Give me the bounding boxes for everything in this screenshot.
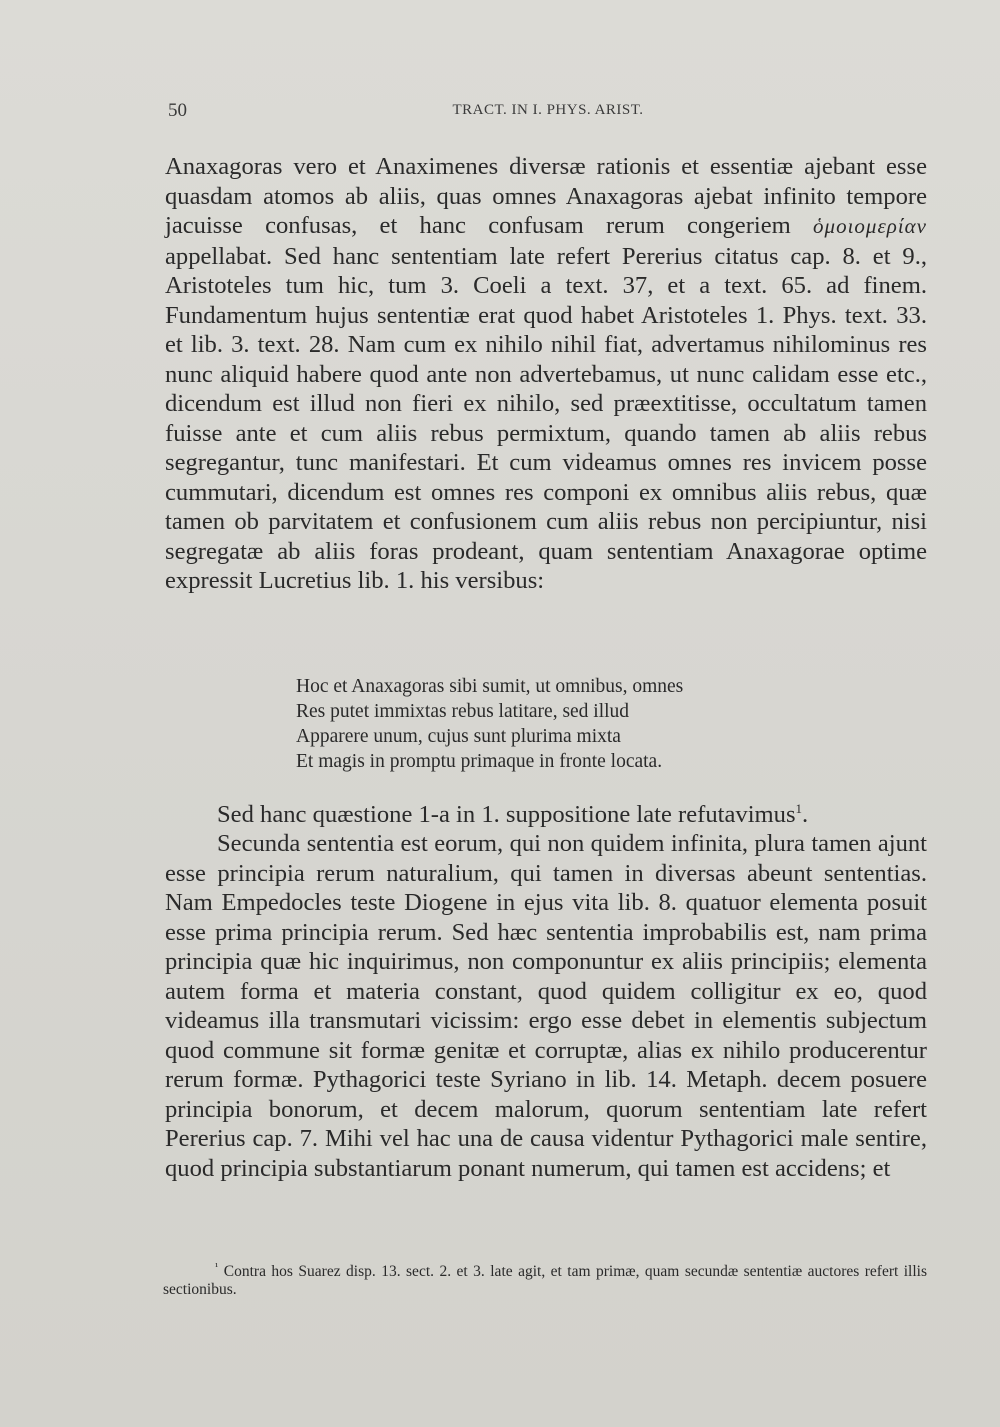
verse-line: Res putet immixtas rebus latitare, sed illud <box>296 701 630 722</box>
footnote-reference: 1 <box>795 800 803 816</box>
page-header <box>168 100 928 130</box>
running-head: TRACT. IN I. PHYS. ARIST. <box>452 102 644 118</box>
footnote-text: Contra hos Suarez disp. 13. sect. 2. et 3. late agit, et tam primæ, quam secundæ sententiæ auctores refert illis sectionibus. <box>163 1263 928 1299</box>
paragraph-anaxagoras <box>165 152 927 596</box>
footnote <box>163 1258 927 1299</box>
verse-line: Apparere unum, cujus sunt plurima mixta <box>296 726 621 747</box>
paragraph-text: appellabat. Sed hanc sententiam late refert Pererius citatus cap. 8. et 9., Aristoteles tum hic, tum 3. Coeli a text. 37, et a text. 65. ad finem. Fundamentum hujus sententiæ erat quod habet Aristoteles 1. Phys. text. 33. et lib. 3. text. 28. Nam cum ex nihilo nihil fiat, advertamus nihilominus res nunc aliquid habere quod ante non advertebamus, ut nunc calidam esse etc., dicendum est illud non fieri ex nihilo, sed præextitisse, occultatum tamen fuisse ante et cum aliis rebus permixtum, quando tamen ab aliis rebus segregantur, tunc manifestari. Et cum videamus omnes res invicem posse cummutari, dicendum est omnes res componi ex omnibus aliis rebus, quæ tamen ob parvitatem et confusionem cum aliis rebus non percipiuntur, nisi segregatæ ab aliis foras prodeant, quam sententiam Anaxagorae optime expressit Lucretius lib. 1. his versibus: <box>165 242 927 594</box>
lucretius-verse <box>296 674 816 774</box>
greek-term: ὁμοιομερίαν <box>813 214 927 238</box>
paragraph-text: . <box>802 801 809 828</box>
paragraph-refutation <box>165 800 927 830</box>
footnote-marker: ¹ <box>215 1261 219 1273</box>
verse-line: Et magis in promptu primaque in fronte locata. <box>296 751 663 772</box>
paragraph-text: Secunda sententia est eorum, qui non quidem infinita, plura tamen ajunt esse principia rerum naturalium, qui tamen in diversas abeunt sententias. Nam Empedocles teste Diogene in ejus vita lib. 8. quatuor elementa posuit esse prima principia rerum. Sed hæc sententia improbabilis est, nam prima principia quæ hic inquirimus, non componuntur ex aliis principiis; elementa autem forma et materia constant, quod quidem colligitur ex eo, quod videamus illa transmutari vicissim: ergo esse debet in elementis subjectum quod commune sit formæ genitæ et corruptæ, alias ex nihilo producerentur rerum formæ. Pythagorici teste Syriano in lib. 14. Metaph. decem posuere principia bonorum, et decem malorum, quorum sententiam late refert Pererius cap. 7. Mihi vel hac una de causa videntur Pythagorici male sentire, quod principia substantiarum ponant numerum, qui tamen est accidens; et <box>165 830 927 1182</box>
paragraph-secunda-sententia <box>165 829 927 1183</box>
paragraph-text: Anaxagoras vero et Anaximenes diversæ rationis et essentiæ ajebant esse quasdam atomos ab aliis, quas omnes Anaxagoras ajebat infinito tempore jacuisse confusas, et hanc confusam rerum congeriem <box>165 153 927 239</box>
verse-line: Hoc et Anaxagoras sibi sumit, ut omnibus, omnes <box>296 676 684 697</box>
page-number: 50 <box>168 100 187 121</box>
paragraph-text: Sed hanc quæstione 1-a in 1. suppositione late refutavimus <box>217 801 796 828</box>
